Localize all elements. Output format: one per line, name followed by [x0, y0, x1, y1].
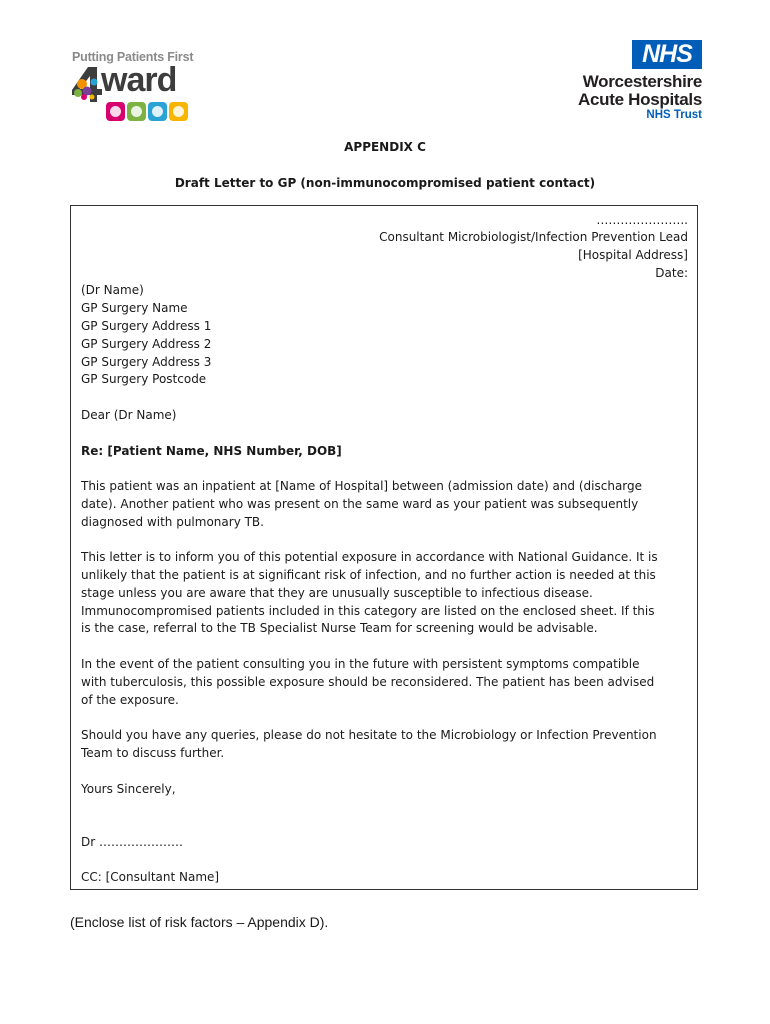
sender-address: [Hospital Address] [578, 248, 688, 262]
paragraph-line: Team to discuss further. [81, 746, 225, 760]
sender-signature-line: ………………….. [596, 213, 688, 227]
cc-line: CC: [Consultant Name] [81, 870, 220, 884]
subject-line: Re: [Patient Name, NHS Number, DOB] [81, 444, 342, 458]
document-title: Draft Letter to GP (non-immunocompromised patient contact) [174, 176, 596, 190]
paragraph-line: diagnosed with pulmonary TB. [81, 515, 264, 529]
logo-tagline: Putting Patients First [72, 50, 194, 64]
paragraph-line: of the exposure. [81, 693, 179, 707]
org-name-line1: Worcestershire [582, 72, 702, 91]
salutation: Dear (Dr Name) [81, 408, 177, 422]
paragraph-line: with tuberculosis, this possible exposure should be reconsidered. The patient has been advised [81, 675, 655, 689]
recipient-line: (Dr Name) [81, 283, 144, 297]
four-numeral-icon [70, 64, 104, 104]
org-name-line2: Acute Hospitals [578, 90, 702, 109]
signature-line: Dr ………………… [81, 835, 183, 849]
nhs-lozenge: NHS [632, 40, 702, 69]
paragraph-line: Immunocompromised patients included in this category are listed on the enclosed sheet. If this [81, 604, 655, 618]
paragraph-line: Should you have any queries, please do not hesitate to the Microbiology or Infection Prevention [81, 728, 657, 742]
badge-green-icon [127, 102, 146, 121]
recipient-line: GP Surgery Address 1 [81, 319, 212, 333]
nhs-trust-label: NHS Trust [646, 109, 702, 121]
logo-badges [106, 102, 188, 121]
recipient-line: GP Surgery Postcode [81, 372, 207, 386]
paragraph-line: unlikely that the patient is at significant risk of infection, and no further action is needed at this [81, 568, 656, 582]
sender-role: Consultant Microbiologist/Infection Prevention Lead [379, 230, 688, 244]
paragraph-line: This letter is to inform you of this potential exposure in accordance with National Guidance. It is [81, 550, 658, 564]
paragraph-line: date). Another patient who was present on the same ward as your patient was subsequently [81, 497, 639, 511]
letter-box [70, 205, 698, 890]
paragraph-line: This patient was an inpatient at [Name of Hospital] between (admission date) and (discharge [81, 479, 643, 493]
recipient-line: GP Surgery Address 3 [81, 355, 212, 369]
appendix-heading: APPENDIX C [344, 140, 426, 154]
putting-patients-first-logo [70, 48, 200, 126]
recipient-line: GP Surgery Address 2 [81, 337, 212, 351]
enclosure-note: (Enclose list of risk factors – Appendix D). [70, 914, 329, 930]
paragraph-line: In the event of the patient consulting you in the future with persistent symptoms compatible [81, 657, 640, 671]
logo-brand-text: ward [101, 61, 177, 99]
recipient-line: GP Surgery Name [81, 301, 188, 315]
badge-yellow-icon [169, 102, 188, 121]
paragraph-line: stage unless you are aware that they are unusually susceptible to infectious disease. [81, 586, 593, 600]
badge-blue-icon [148, 102, 167, 121]
closing: Yours Sincerely, [81, 782, 176, 796]
badge-pink-icon [106, 102, 125, 121]
paragraph-line: is the case, referral to the TB Specialist Nurse Team for screening would be advisable. [81, 621, 598, 635]
nhs-trust-logo [552, 40, 702, 125]
sender-date: Date: [655, 266, 688, 280]
